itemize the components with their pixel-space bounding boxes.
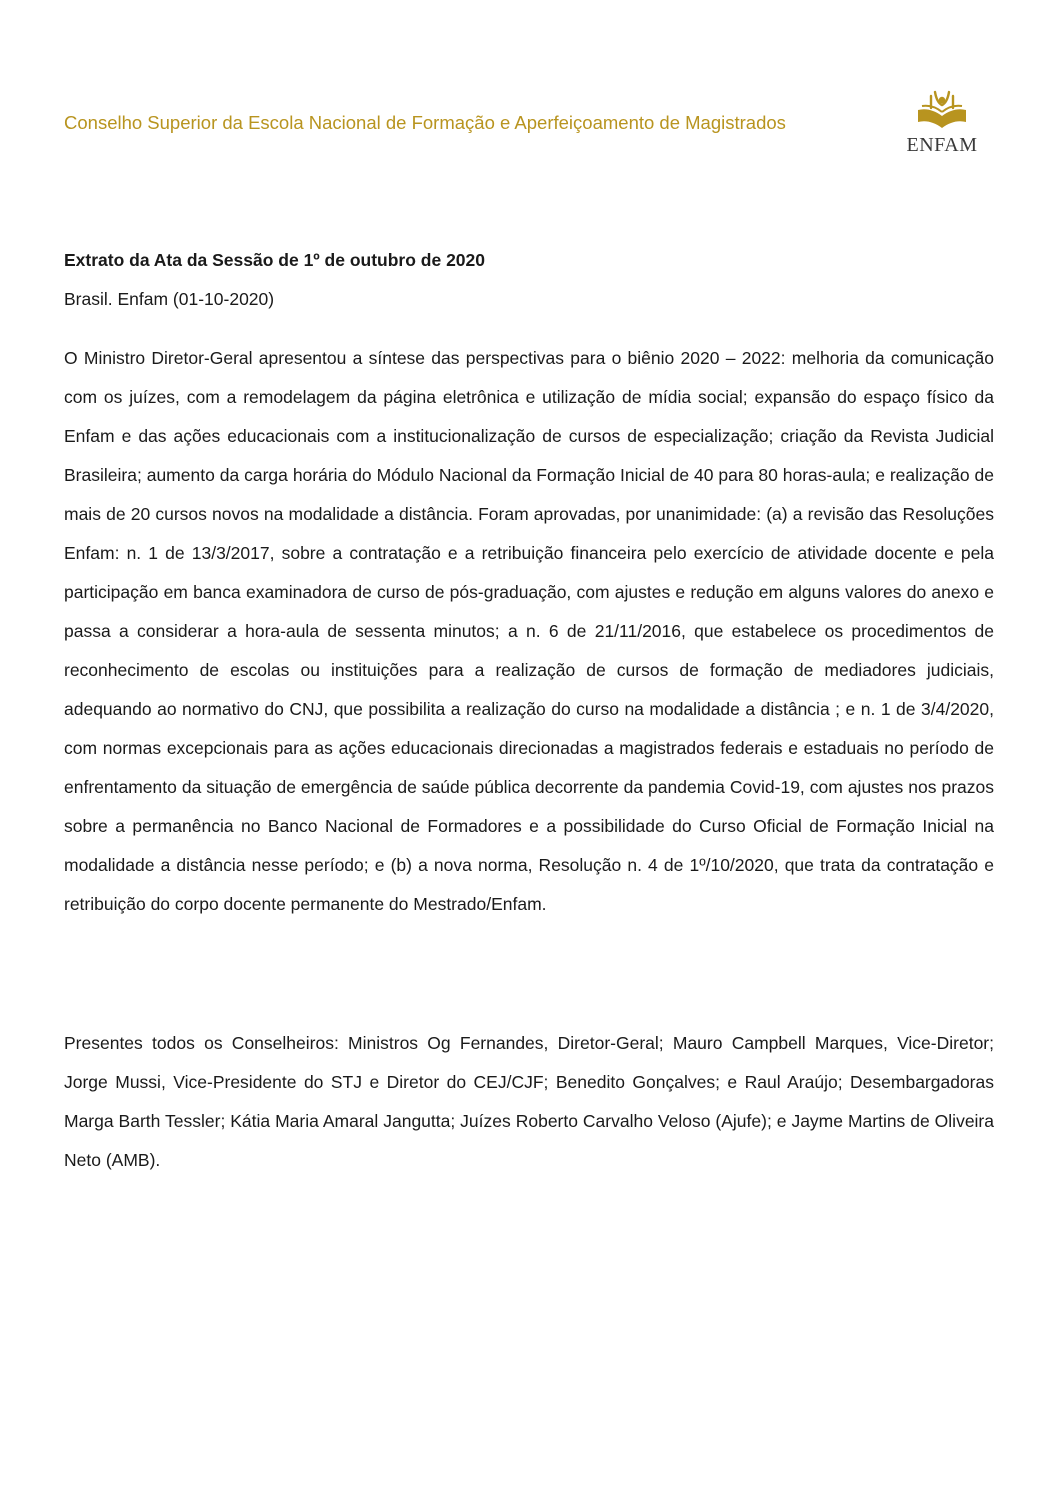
- paragraph-decisions: O Ministro Diretor-Geral apresentou a síntese das perspectivas para o biênio 2020 – 2022: melhoria da comunicação com os juízes, com a remodelagem da página eletrônica e utilização de mídia social; expansão do espaço físico da Enfam e das ações educacionais com a institucionalização de cursos de especialização; criação da Revista Judicial Brasileira; aumento da carga horária do Módulo Nacional da Formação Inicial de 40 para 80 horas-aula; e realização de mais de 20 cursos novos na modalidade a distância. Foram aprovadas, por unanimidade: (a) a revisão das Resoluções Enfam: n. 1 de 13/3/2017, sobre a contratação e a retribuição financeira pelo exercício de atividade docente e pela participação em banca examinadora de curso de pós-graduação, com ajustes e redução em alguns valores do anexo e passa a considerar a hora-aula de sessenta minutos; a n. 6 de 21/11/2016, que estabelece os procedimentos de reconhecimento de escolas ou instituições para a realização de cursos de formação de mediadores judiciais, adequando ao normativo do CNJ, que possibilita a realização do curso na modalidade a distância ; e n. 1 de 3/4/2020, com normas excepcionais para as ações educacionais direcionadas a magistrados federais e estaduais no período de enfrentamento da situação de emergência de saúde pública decorrente da pandemia Covid-19, com ajustes nos prazos sobre a permanência no Banco Nacional de Formadores e a possibilidade do Curso Oficial de Formação Inicial na modalidade a distância nesse período; e (b) a nova norma, Resolução n. 4 de 1º/10/2020, que trata da contratação e retribuição do corpo docente permanente do Mestrado/Enfam.: [64, 348, 994, 914]
- document-title: Extrato da Ata da Sessão de 1º de outubro de 2020: [64, 250, 486, 270]
- enfam-logo: [896, 88, 988, 164]
- document-source: Brasil. Enfam (01-10-2020): [64, 289, 275, 309]
- book-with-figure-icon: [914, 88, 970, 134]
- paragraph-attendees: Presentes todos os Conselheiros: Ministros Og Fernandes, Diretor-Geral; Mauro Campbell Marques, Vice-Diretor; Jorge Mussi, Vice-Presidente do STJ e Diretor do CEJ/CJF; Benedito Gonçalves; e Raul Araújo; Desembargadoras Marga Barth Tessler; Kátia Maria Amaral Jangutta; Juízes Roberto Carvalho Veloso (Ajufe); e Jayme Martins de Oliveira Neto (AMB).: [64, 1033, 994, 1170]
- logo-wordmark: ENFAM: [906, 134, 978, 156]
- institution-header: Conselho Superior da Escola Nacional de Formação e Aperfeiçoamento de Magistrados: [64, 112, 786, 133]
